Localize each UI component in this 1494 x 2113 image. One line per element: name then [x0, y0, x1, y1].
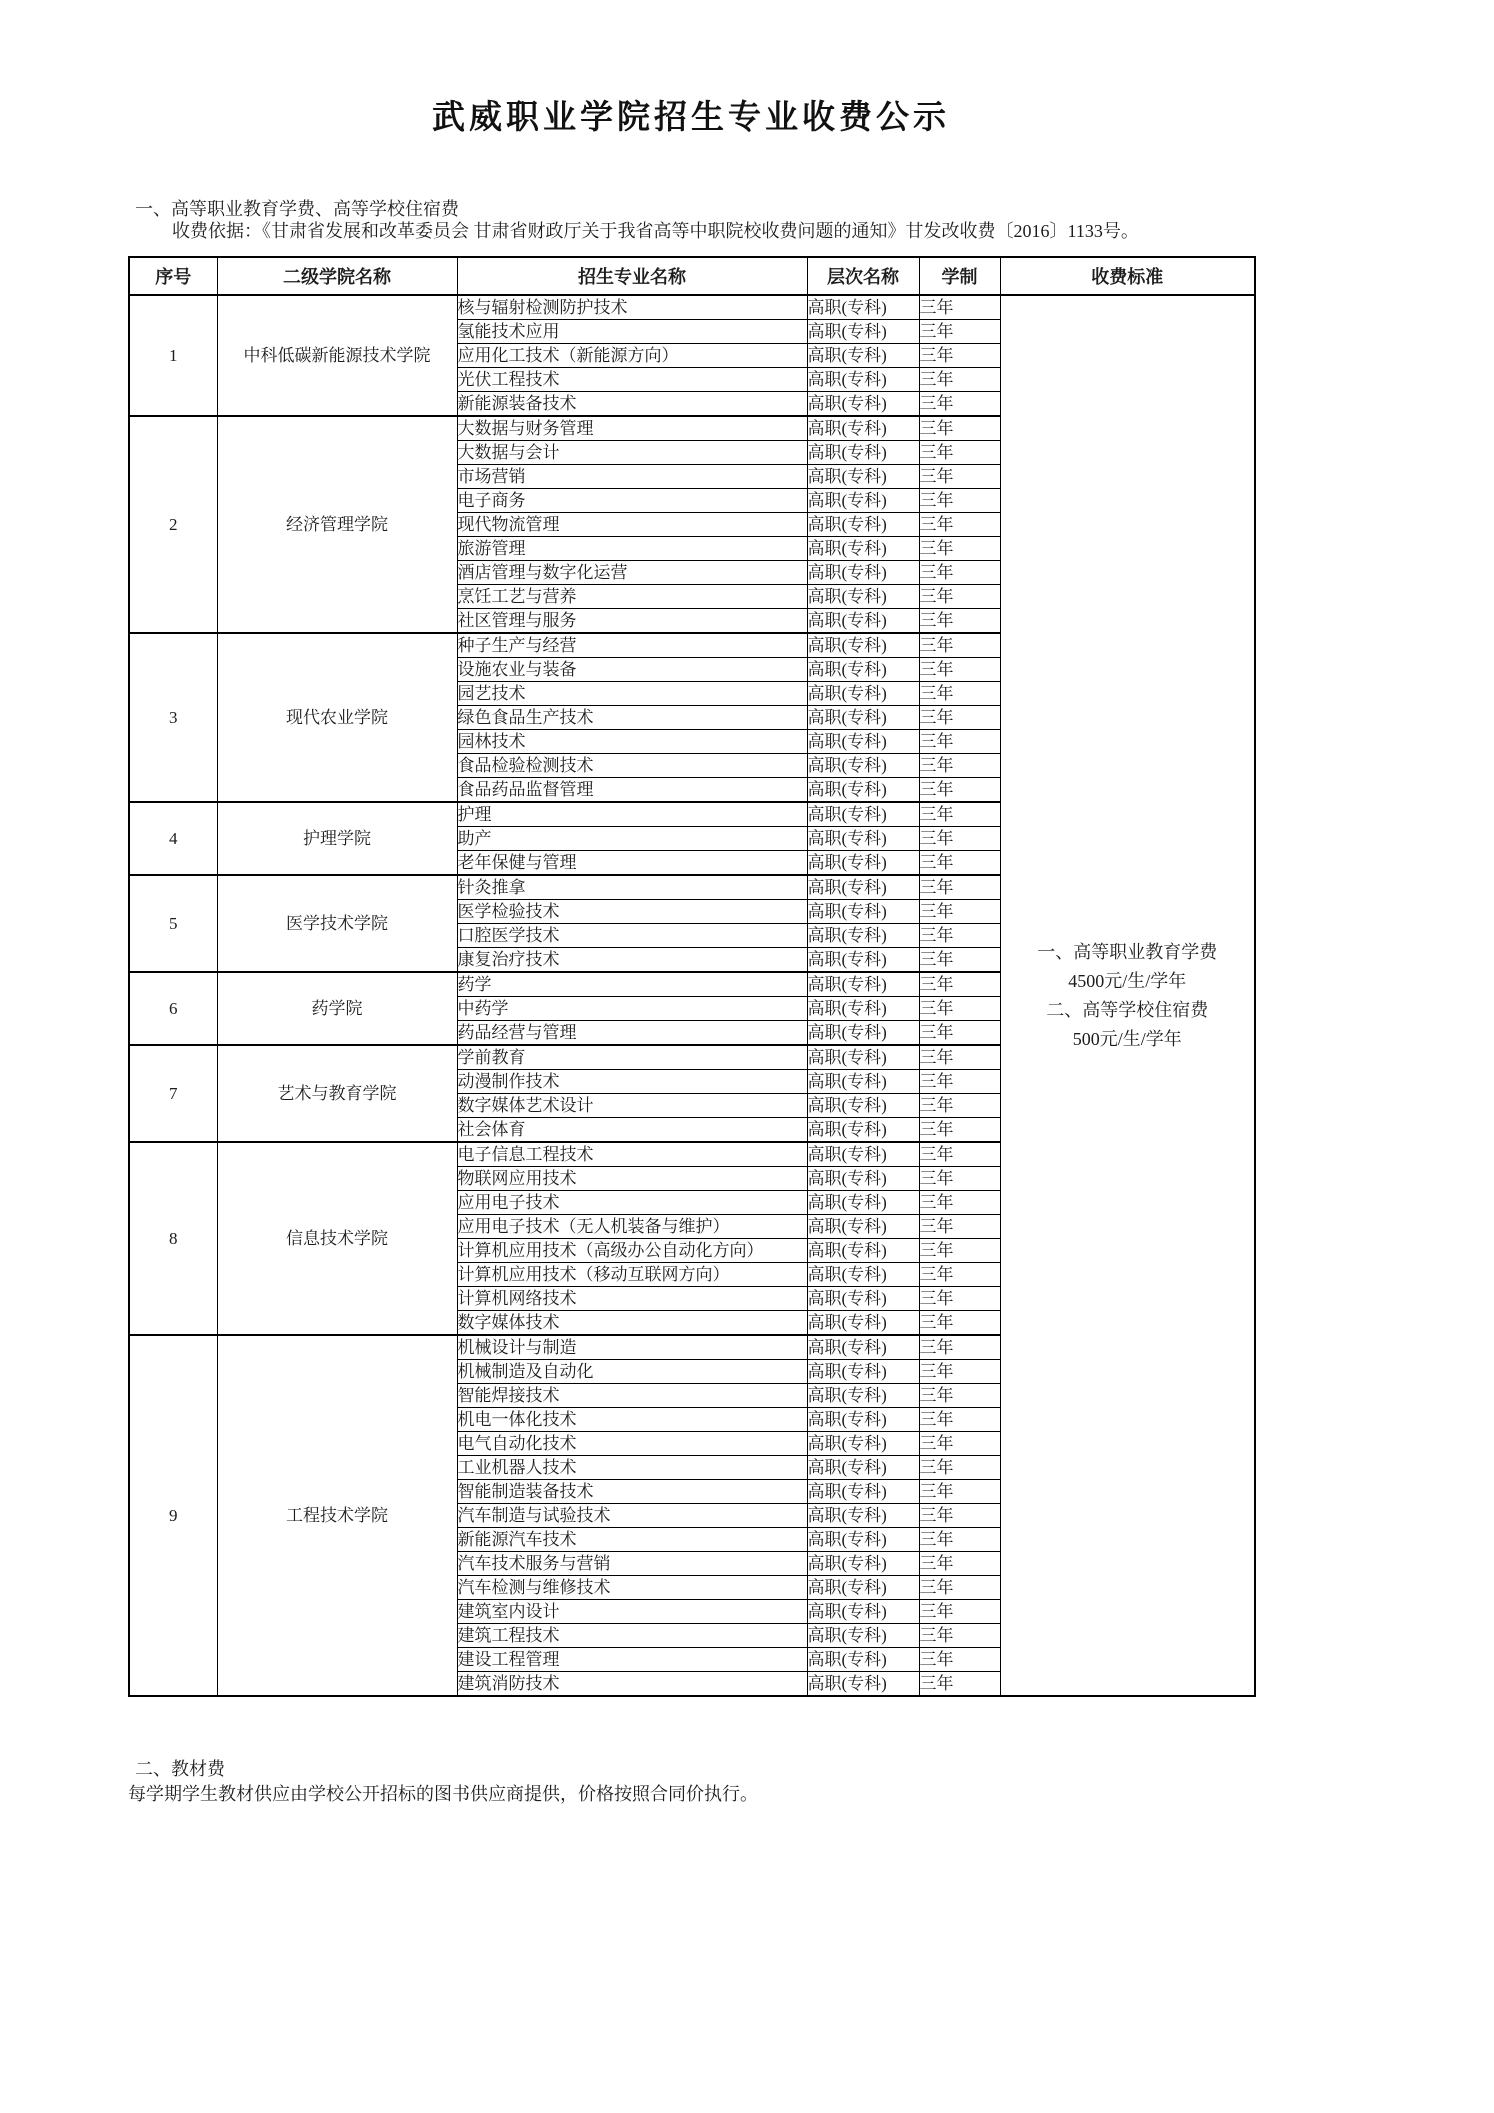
duration-cell: 三年	[919, 1528, 1000, 1552]
major-cell: 新能源装备技术	[457, 392, 807, 417]
major-cell: 市场营销	[457, 465, 807, 489]
major-cell: 药品经营与管理	[457, 1021, 807, 1046]
major-cell: 社会体育	[457, 1118, 807, 1143]
duration-cell: 三年	[919, 1263, 1000, 1287]
major-cell: 酒店管理与数字化运营	[457, 561, 807, 585]
duration-cell: 三年	[919, 1552, 1000, 1576]
duration-cell: 三年	[919, 1624, 1000, 1648]
table-row	[129, 295, 1255, 320]
duration-cell: 三年	[919, 851, 1000, 876]
duration-cell: 三年	[919, 730, 1000, 754]
level-cell: 高职(专科)	[807, 1480, 919, 1504]
major-cell: 应用电子技术（无人机装备与维护）	[457, 1215, 807, 1239]
major-cell: 工业机器人技术	[457, 1456, 807, 1480]
row-number-cell: 5	[129, 875, 217, 972]
duration-cell: 三年	[919, 1118, 1000, 1143]
level-cell: 高职(专科)	[807, 1070, 919, 1094]
major-cell: 新能源汽车技术	[457, 1528, 807, 1552]
major-cell: 动漫制作技术	[457, 1070, 807, 1094]
duration-cell: 三年	[919, 320, 1000, 344]
level-cell: 高职(专科)	[807, 730, 919, 754]
major-cell: 旅游管理	[457, 537, 807, 561]
college-name-cell: 医学技术学院	[217, 875, 457, 972]
major-cell: 电气自动化技术	[457, 1432, 807, 1456]
duration-cell: 三年	[919, 1480, 1000, 1504]
duration-cell: 三年	[919, 609, 1000, 634]
duration-cell: 三年	[919, 392, 1000, 417]
level-cell: 高职(专科)	[807, 392, 919, 417]
college-name-cell: 现代农业学院	[217, 633, 457, 802]
duration-cell: 三年	[919, 1672, 1000, 1697]
duration-cell: 三年	[919, 441, 1000, 465]
row-number-cell: 7	[129, 1045, 217, 1142]
level-cell: 高职(专科)	[807, 802, 919, 827]
duration-cell: 三年	[919, 1335, 1000, 1360]
major-cell: 学前教育	[457, 1045, 807, 1070]
fee-standard-line-3: 500元/生/学年	[1072, 1028, 1182, 1049]
duration-cell: 三年	[919, 1142, 1000, 1167]
section2-body-text: 每学期学生教材供应由学校公开招标的图书供应商提供，价格按照合同价执行。	[128, 1784, 758, 1804]
level-cell: 高职(专科)	[807, 997, 919, 1021]
level-cell: 高职(专科)	[807, 1648, 919, 1672]
major-cell: 汽车检测与维修技术	[457, 1576, 807, 1600]
duration-cell: 三年	[919, 416, 1000, 441]
duration-cell: 三年	[919, 682, 1000, 706]
major-cell: 应用电子技术	[457, 1191, 807, 1215]
duration-cell: 三年	[919, 1456, 1000, 1480]
level-cell: 高职(专科)	[807, 1432, 919, 1456]
major-cell: 口腔医学技术	[457, 924, 807, 948]
page-title: 武威职业学院招生专业收费公示	[432, 100, 950, 136]
level-cell: 高职(专科)	[807, 924, 919, 948]
major-cell: 数字媒体艺术设计	[457, 1094, 807, 1118]
fee-standard-line-1: 4500元/生/学年	[1068, 970, 1187, 991]
level-cell: 高职(专科)	[807, 609, 919, 634]
level-cell: 高职(专科)	[807, 682, 919, 706]
level-cell: 高职(专科)	[807, 465, 919, 489]
major-cell: 智能焊接技术	[457, 1384, 807, 1408]
document-content	[128, 96, 1254, 1807]
duration-cell: 三年	[919, 1239, 1000, 1263]
row-number-cell: 4	[129, 802, 217, 875]
level-cell: 高职(专科)	[807, 1672, 919, 1697]
level-cell: 高职(专科)	[807, 416, 919, 441]
major-cell: 核与辐射检测防护技术	[457, 295, 807, 320]
level-cell: 高职(专科)	[807, 1021, 919, 1046]
major-cell: 绿色食品生产技术	[457, 706, 807, 730]
level-cell: 高职(专科)	[807, 1456, 919, 1480]
duration-cell: 三年	[919, 1648, 1000, 1672]
major-cell: 康复治疗技术	[457, 948, 807, 973]
level-cell: 高职(专科)	[807, 1311, 919, 1336]
level-cell: 高职(专科)	[807, 441, 919, 465]
major-cell: 计算机应用技术（高级办公自动化方向）	[457, 1239, 807, 1263]
row-number-cell: 2	[129, 416, 217, 633]
college-name-cell: 药学院	[217, 972, 457, 1045]
fees-table-header	[129, 257, 1255, 295]
level-cell: 高职(专科)	[807, 1576, 919, 1600]
major-cell: 建设工程管理	[457, 1648, 807, 1672]
level-cell: 高职(专科)	[807, 1384, 919, 1408]
level-cell: 高职(专科)	[807, 513, 919, 537]
level-cell: 高职(专科)	[807, 585, 919, 609]
college-name-cell: 信息技术学院	[217, 1142, 457, 1335]
major-cell: 机械制造及自动化	[457, 1360, 807, 1384]
duration-cell: 三年	[919, 1070, 1000, 1094]
level-cell: 高职(专科)	[807, 1239, 919, 1263]
level-cell: 高职(专科)	[807, 320, 919, 344]
major-cell: 计算机应用技术（移动互联网方向）	[457, 1263, 807, 1287]
fee-standard-cell	[1000, 295, 1255, 1696]
level-cell: 高职(专科)	[807, 1118, 919, 1143]
duration-cell: 三年	[919, 344, 1000, 368]
level-cell: 高职(专科)	[807, 489, 919, 513]
level-cell: 高职(专科)	[807, 658, 919, 682]
level-cell: 高职(专科)	[807, 1528, 919, 1552]
duration-cell: 三年	[919, 1504, 1000, 1528]
duration-cell: 三年	[919, 924, 1000, 948]
fees-table	[128, 256, 1256, 1697]
duration-cell: 三年	[919, 900, 1000, 924]
row-number-cell: 1	[129, 295, 217, 416]
major-cell: 氢能技术应用	[457, 320, 807, 344]
major-cell: 烹饪工艺与营养	[457, 585, 807, 609]
duration-cell: 三年	[919, 1167, 1000, 1191]
major-cell: 现代物流管理	[457, 513, 807, 537]
fee-standard-line-2: 二、高等学校住宿费	[1046, 999, 1209, 1020]
major-cell: 建筑室内设计	[457, 1600, 807, 1624]
college-name-cell: 工程技术学院	[217, 1335, 457, 1696]
major-cell: 中药学	[457, 997, 807, 1021]
major-cell: 电子信息工程技术	[457, 1142, 807, 1167]
duration-cell: 三年	[919, 1215, 1000, 1239]
level-cell: 高职(专科)	[807, 972, 919, 997]
duration-cell: 三年	[919, 1408, 1000, 1432]
row-number-cell: 9	[129, 1335, 217, 1696]
level-cell: 高职(专科)	[807, 1142, 919, 1167]
level-cell: 高职(专科)	[807, 1504, 919, 1528]
column-header-1: 二级学院名称	[217, 257, 457, 295]
section1-basis-text: 收费依据：《甘肃省发展和改革委员会 甘肃省财政厅关于我省高等中职院校收费问题的通知》甘发改收费〔2016〕1133号。	[172, 221, 1139, 241]
duration-cell: 三年	[919, 1384, 1000, 1408]
fee-standard-line-0: 一、高等职业教育学费	[1037, 941, 1218, 962]
major-cell: 物联网应用技术	[457, 1167, 807, 1191]
duration-cell: 三年	[919, 1045, 1000, 1070]
level-cell: 高职(专科)	[807, 537, 919, 561]
level-cell: 高职(专科)	[807, 561, 919, 585]
major-cell: 汽车技术服务与营销	[457, 1552, 807, 1576]
major-cell: 电子商务	[457, 489, 807, 513]
duration-cell: 三年	[919, 465, 1000, 489]
major-cell: 食品药品监督管理	[457, 778, 807, 803]
major-cell: 园艺技术	[457, 682, 807, 706]
major-cell: 建筑消防技术	[457, 1672, 807, 1697]
level-cell: 高职(专科)	[807, 948, 919, 973]
duration-cell: 三年	[919, 585, 1000, 609]
level-cell: 高职(专科)	[807, 1191, 919, 1215]
level-cell: 高职(专科)	[807, 1335, 919, 1360]
major-cell: 大数据与会计	[457, 441, 807, 465]
level-cell: 高职(专科)	[807, 754, 919, 778]
column-header-2: 招生专业名称	[457, 257, 807, 295]
fees-table-body	[129, 295, 1255, 1696]
level-cell: 高职(专科)	[807, 900, 919, 924]
duration-cell: 三年	[919, 1600, 1000, 1624]
column-header-5: 收费标准	[1000, 257, 1255, 295]
duration-cell: 三年	[919, 295, 1000, 320]
level-cell: 高职(专科)	[807, 1600, 919, 1624]
major-cell: 机械设计与制造	[457, 1335, 807, 1360]
level-cell: 高职(专科)	[807, 1552, 919, 1576]
major-cell: 社区管理与服务	[457, 609, 807, 634]
major-cell: 汽车制造与试验技术	[457, 1504, 807, 1528]
major-cell: 老年保健与管理	[457, 851, 807, 876]
level-cell: 高职(专科)	[807, 1263, 919, 1287]
duration-cell: 三年	[919, 658, 1000, 682]
section2-heading: 二、教材费	[135, 1759, 225, 1779]
level-cell: 高职(专科)	[807, 875, 919, 900]
level-cell: 高职(专科)	[807, 1094, 919, 1118]
level-cell: 高职(专科)	[807, 1360, 919, 1384]
level-cell: 高职(专科)	[807, 1045, 919, 1070]
duration-cell: 三年	[919, 1094, 1000, 1118]
level-cell: 高职(专科)	[807, 851, 919, 876]
major-cell: 针灸推拿	[457, 875, 807, 900]
row-number-cell: 6	[129, 972, 217, 1045]
duration-cell: 三年	[919, 778, 1000, 803]
major-cell: 数字媒体技术	[457, 1311, 807, 1336]
row-number-cell: 8	[129, 1142, 217, 1335]
duration-cell: 三年	[919, 997, 1000, 1021]
duration-cell: 三年	[919, 1360, 1000, 1384]
duration-cell: 三年	[919, 537, 1000, 561]
major-cell: 助产	[457, 827, 807, 851]
level-cell: 高职(专科)	[807, 1287, 919, 1311]
major-cell: 计算机网络技术	[457, 1287, 807, 1311]
duration-cell: 三年	[919, 1432, 1000, 1456]
column-header-0: 序号	[129, 257, 217, 295]
section1-heading: 一、高等职业教育学费、高等学校住宿费	[135, 199, 459, 219]
major-cell: 机电一体化技术	[457, 1408, 807, 1432]
level-cell: 高职(专科)	[807, 1167, 919, 1191]
duration-cell: 三年	[919, 948, 1000, 973]
duration-cell: 三年	[919, 1191, 1000, 1215]
level-cell: 高职(专科)	[807, 1215, 919, 1239]
level-cell: 高职(专科)	[807, 633, 919, 658]
level-cell: 高职(专科)	[807, 295, 919, 320]
major-cell: 设施农业与装备	[457, 658, 807, 682]
major-cell: 护理	[457, 802, 807, 827]
level-cell: 高职(专科)	[807, 778, 919, 803]
duration-cell: 三年	[919, 802, 1000, 827]
duration-cell: 三年	[919, 827, 1000, 851]
duration-cell: 三年	[919, 368, 1000, 392]
duration-cell: 三年	[919, 875, 1000, 900]
section2	[128, 1757, 1254, 1807]
major-cell: 大数据与财务管理	[457, 416, 807, 441]
duration-cell: 三年	[919, 1287, 1000, 1311]
college-name-cell: 中科低碳新能源技术学院	[217, 295, 457, 416]
duration-cell: 三年	[919, 1311, 1000, 1336]
duration-cell: 三年	[919, 489, 1000, 513]
college-name-cell: 护理学院	[217, 802, 457, 875]
major-cell: 建筑工程技术	[457, 1624, 807, 1648]
major-cell: 智能制造装备技术	[457, 1480, 807, 1504]
major-cell: 应用化工技术（新能源方向）	[457, 344, 807, 368]
level-cell: 高职(专科)	[807, 368, 919, 392]
major-cell: 医学检验技术	[457, 900, 807, 924]
college-name-cell: 经济管理学院	[217, 416, 457, 633]
level-cell: 高职(专科)	[807, 706, 919, 730]
duration-cell: 三年	[919, 513, 1000, 537]
duration-cell: 三年	[919, 1576, 1000, 1600]
duration-cell: 三年	[919, 561, 1000, 585]
duration-cell: 三年	[919, 754, 1000, 778]
column-header-4: 学制	[919, 257, 1000, 295]
level-cell: 高职(专科)	[807, 344, 919, 368]
row-number-cell: 3	[129, 633, 217, 802]
duration-cell: 三年	[919, 633, 1000, 658]
duration-cell: 三年	[919, 1021, 1000, 1046]
level-cell: 高职(专科)	[807, 827, 919, 851]
major-cell: 园林技术	[457, 730, 807, 754]
level-cell: 高职(专科)	[807, 1408, 919, 1432]
major-cell: 药学	[457, 972, 807, 997]
duration-cell: 三年	[919, 706, 1000, 730]
major-cell: 光伏工程技术	[457, 368, 807, 392]
level-cell: 高职(专科)	[807, 1624, 919, 1648]
header-row	[129, 257, 1255, 295]
duration-cell: 三年	[919, 972, 1000, 997]
college-name-cell: 艺术与教育学院	[217, 1045, 457, 1142]
major-cell: 食品检验检测技术	[457, 754, 807, 778]
major-cell: 种子生产与经营	[457, 633, 807, 658]
column-header-3: 层次名称	[807, 257, 919, 295]
